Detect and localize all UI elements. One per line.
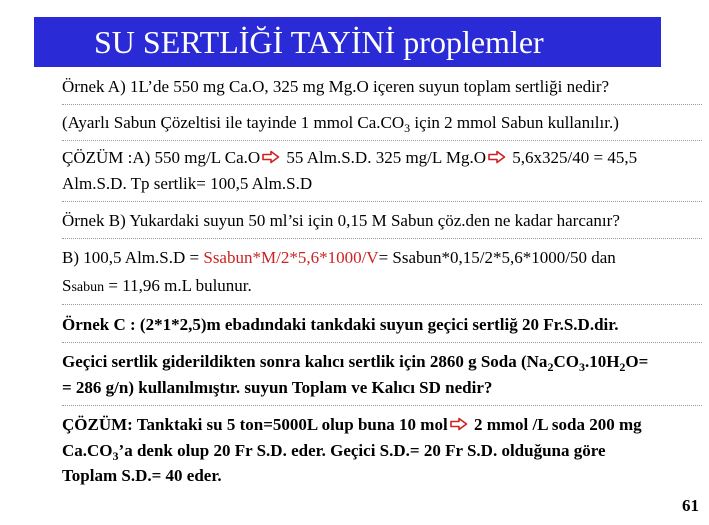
example-a: Örnek A) 1L’de 550 mg Ca.O, 325 mg Mg.O içeren suyun toplam sertliği nedir? <box>62 77 610 96</box>
example-c-text-line2: = 286 g/n) kullanılmıştır. suyun Toplam ve Kalıcı SD nedir? <box>62 378 493 397</box>
right-arrow-icon <box>450 417 468 431</box>
solution-a-line2: Alm.S.D. Tp sertlik= 100,5 Alm.S.D <box>62 174 313 193</box>
note-a: (Ayarlı Sabun Çözeltisi ile tayinde 1 mmol $Ca.CO_3$ için 2 mmol Sabun kullanılır.) <box>62 113 619 135</box>
example-c-text-line1: Geçici sertlik giderildikten sonra kalıcı sertlik için 2860 g Soda ($Na_2CO_3.10H_2O=$ <box>62 352 649 374</box>
solution-a-line1: ÇÖZÜM :A) 550 mg/L Ca.O 55 Alm.S.D. 325 mg/L Mg.O 5,6x325/40 = 45,5 <box>62 148 638 167</box>
example-b: Örnek B) Yukardaki suyun 50 ml’si için 0,15 M Sabun çöz.den ne kadar harcanır? <box>62 211 620 230</box>
solution-b-line1: B) 100,5 Alm.S.D = Ssabun*M/2*5,6*1000/V= Ssabun*0,15/2*5,6*1000/50 dan <box>62 248 616 267</box>
solution-c-line3: Toplam S.D.= 40 eder. <box>62 466 222 485</box>
right-arrow-icon <box>488 150 506 164</box>
separator <box>62 201 702 202</box>
separator <box>62 238 702 239</box>
solution-c-line2: $Ca.CO_3’a$ denk olup 20 Fr S.D. eder. Geçici S.D.= 20 Fr S.D. olduğuna göre <box>62 441 606 463</box>
solution-c-line1: ÇÖZÜM: Tanktaki su 5 ton=5000L olup buna 10 mol 2 mmol /L soda 200 mg <box>62 415 642 434</box>
separator <box>62 342 702 343</box>
page-number: 61 <box>682 496 699 515</box>
separator <box>62 304 702 305</box>
example-c: Örnek C : (2*1*2,5)m ebadındaki tankdaki suyun geçici sertliğ 20 Fr.S.D.dir. <box>62 315 619 334</box>
slide-title: SU SERTLİĞİ TAYİNİ proplemler <box>34 17 661 67</box>
right-arrow-icon <box>262 150 280 164</box>
separator <box>62 405 702 406</box>
separator <box>62 104 702 105</box>
separator <box>62 140 702 141</box>
solution-b-line2: Ssabun = 11,96 m.L bulunur. <box>62 276 252 295</box>
